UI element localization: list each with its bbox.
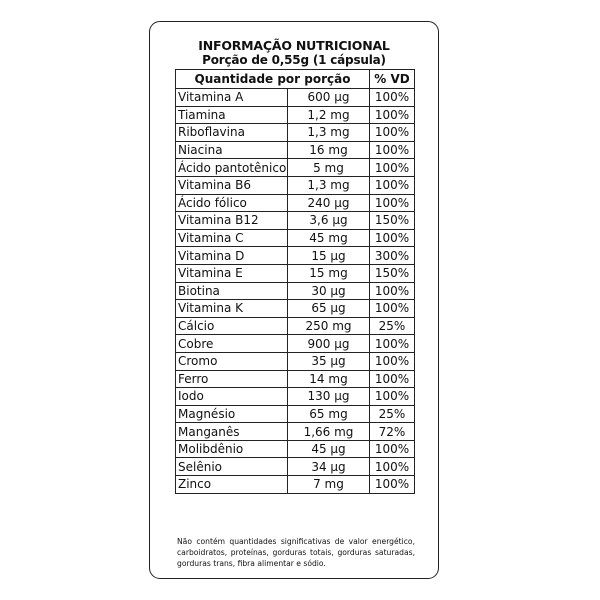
nutrient-name: Vitamina D: [176, 247, 288, 265]
nutrient-amount: 3,6 µg: [288, 212, 370, 230]
label-title: INFORMAÇÃO NUTRICIONAL: [198, 38, 390, 53]
nutrient-vd: 100%: [370, 282, 415, 300]
nutrient-name: Cromo: [176, 352, 288, 370]
nutrient-name: Niacina: [176, 141, 288, 159]
nutrient-name: Ácido fólico: [176, 194, 288, 212]
table-row: [176, 264, 415, 282]
table-header-row: [176, 70, 415, 89]
nutrient-amount: 15 mg: [288, 264, 370, 282]
nutrient-amount: 1,2 mg: [288, 106, 370, 124]
nutrient-vd: 100%: [370, 388, 415, 406]
table-row: [176, 212, 415, 230]
nutrient-amount: 5 mg: [288, 159, 370, 177]
nutrient-name: Vitamina E: [176, 264, 288, 282]
nutrient-vd: 100%: [370, 300, 415, 318]
nutrient-amount: 15 µg: [288, 247, 370, 265]
nutrient-name: Cobre: [176, 335, 288, 353]
nutrient-amount: 900 µg: [288, 335, 370, 353]
nutrient-vd: 100%: [370, 89, 415, 107]
nutrient-name: Selênio: [176, 458, 288, 476]
nutrient-name: Iodo: [176, 388, 288, 406]
nutrient-vd: 100%: [370, 476, 415, 494]
footnote: Não contém quantidades significativas de valor energético, carboidratos, proteínas, gorduras totais, gorduras saturadas, gorduras trans, fibra alimentar e sódio.: [177, 537, 415, 568]
table-row: [176, 229, 415, 247]
nutrient-amount: 7 mg: [288, 476, 370, 494]
column-header-vd: % VD: [370, 70, 415, 89]
table-row: [176, 194, 415, 212]
table-row: [176, 176, 415, 194]
table-row: [176, 317, 415, 335]
nutrient-name: Tiamina: [176, 106, 288, 124]
nutrient-name: Vitamina B6: [176, 176, 288, 194]
nutrient-vd: 100%: [370, 194, 415, 212]
table-row: [176, 335, 415, 353]
nutrient-vd: 100%: [370, 229, 415, 247]
nutrient-amount: 34 µg: [288, 458, 370, 476]
nutrient-vd: 72%: [370, 423, 415, 441]
table-row: [176, 476, 415, 494]
nutrient-name: Ácido pantotênico: [176, 159, 288, 177]
table-row: [176, 106, 415, 124]
nutrient-vd: 100%: [370, 335, 415, 353]
table-row: [176, 159, 415, 177]
nutrient-name: Vitamina C: [176, 229, 288, 247]
table-row: [176, 89, 415, 107]
table-row: [176, 352, 415, 370]
nutrient-amount: 45 mg: [288, 229, 370, 247]
nutrient-amount: 65 µg: [288, 300, 370, 318]
table-row: [176, 282, 415, 300]
nutrient-amount: 250 mg: [288, 317, 370, 335]
table-row: [176, 388, 415, 406]
nutrient-name: Vitamina K: [176, 300, 288, 318]
table-row: [176, 141, 415, 159]
table-row: [176, 405, 415, 423]
nutrient-amount: 1,66 mg: [288, 423, 370, 441]
nutrient-amount: 16 mg: [288, 141, 370, 159]
nutrient-amount: 1,3 mg: [288, 176, 370, 194]
nutrient-vd: 150%: [370, 212, 415, 230]
serving-size: Porção de 0,55g (1 cápsula): [202, 53, 386, 67]
nutrient-name: Ferro: [176, 370, 288, 388]
table-row: [176, 423, 415, 441]
nutrient-name: Zinco: [176, 476, 288, 494]
nutrient-amount: 1,3 mg: [288, 124, 370, 142]
nutrient-name: Vitamina B12: [176, 212, 288, 230]
nutrient-vd: 100%: [370, 159, 415, 177]
nutrient-amount: 65 mg: [288, 405, 370, 423]
table-row: [176, 440, 415, 458]
nutrient-amount: 240 µg: [288, 194, 370, 212]
column-header-quantity: Quantidade por porção: [176, 70, 370, 89]
nutrient-vd: 150%: [370, 264, 415, 282]
nutrient-vd: 100%: [370, 141, 415, 159]
nutrient-amount: 600 µg: [288, 89, 370, 107]
nutrient-amount: 130 µg: [288, 388, 370, 406]
nutrient-vd: 100%: [370, 352, 415, 370]
nutrient-vd: 100%: [370, 458, 415, 476]
nutrient-name: Manganês: [176, 423, 288, 441]
nutrient-name: Molibdênio: [176, 440, 288, 458]
table-row: [176, 458, 415, 476]
nutrient-name: Vitamina A: [176, 89, 288, 107]
nutrient-vd: 100%: [370, 440, 415, 458]
table-row: [176, 370, 415, 388]
nutrient-name: Biotina: [176, 282, 288, 300]
nutrient-vd: 25%: [370, 405, 415, 423]
nutrient-amount: 35 µg: [288, 352, 370, 370]
table-body: [176, 89, 415, 494]
nutrient-name: Riboflavina: [176, 124, 288, 142]
table-row: [176, 300, 415, 318]
nutrient-amount: 45 µg: [288, 440, 370, 458]
table-row: [176, 124, 415, 142]
nutrient-vd: 300%: [370, 247, 415, 265]
nutrition-table: [175, 69, 415, 494]
nutrient-vd: 100%: [370, 370, 415, 388]
nutrient-amount: 14 mg: [288, 370, 370, 388]
nutrient-vd: 100%: [370, 176, 415, 194]
nutrition-label: [149, 21, 439, 579]
nutrient-amount: 30 µg: [288, 282, 370, 300]
table-row: [176, 247, 415, 265]
nutrient-vd: 100%: [370, 106, 415, 124]
nutrient-name: Cálcio: [176, 317, 288, 335]
nutrient-name: Magnésio: [176, 405, 288, 423]
nutrient-vd: 100%: [370, 124, 415, 142]
nutrient-vd: 25%: [370, 317, 415, 335]
